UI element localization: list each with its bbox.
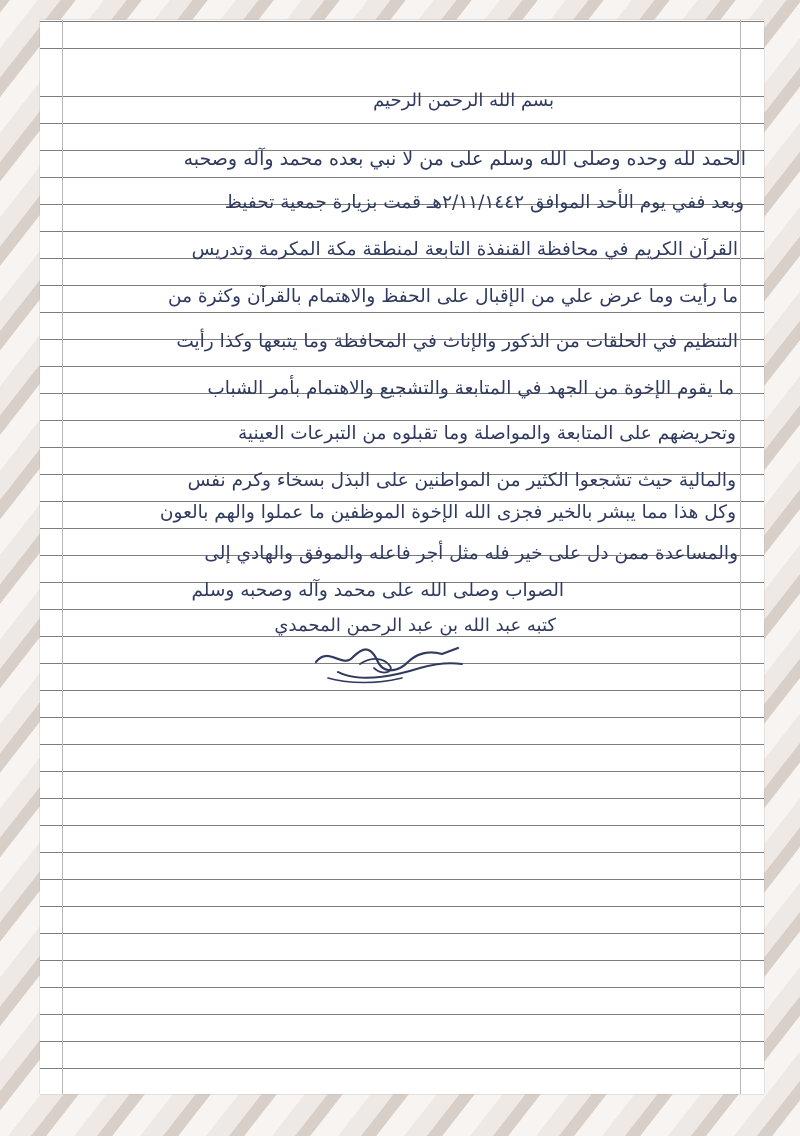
letter-line-8: والمالية حيث تشجعوا الكثير من المواطنين على البذل بسخاء وكرم نفس	[187, 470, 736, 491]
basmala-heading: بسم الله الرحمن الرحيم	[373, 90, 554, 111]
letter-line-5: التنظيم في الحلقات من الذكور والإناث في المحافظة وما يتبعها وكذا رأيت	[176, 331, 738, 352]
letter-line-3: القرآن الكريم في محافظة القنفذة التابعة لمنطقة مكة المكرمة وتدريس	[191, 239, 738, 260]
letter-line-9: وكل هذا مما يبشر بالخير فجزى الله الإخوة الموظفين ما عملوا والهم بالعون	[159, 502, 736, 523]
letter-line-4: ما رأيت وما عرض علي من الإقبال على الحفظ والاهتمام بالقرآن وكثرة من	[168, 286, 738, 307]
handwritten-letter	[40, 20, 764, 1094]
letter-line-2: وبعد ففي يوم الأحد الموافق ٢/١١/١٤٤٢هـ قمت بزيارة جمعية تحفيظ	[224, 192, 744, 213]
letter-line-11: الصواب وصلى الله على محمد وآله وصحبه وسلم	[191, 580, 564, 601]
handwritten-signature	[308, 638, 468, 688]
letter-line-10: والمساعدة ممن دل على خير فله مثل أجر فاعله والموفق والهادي إلى	[204, 543, 738, 564]
notebook-page	[40, 20, 764, 1094]
letter-line-6: ما يقوم الإخوة من الجهد في المتابعة والتشجيع والاهتمام بأمر الشباب	[207, 378, 734, 399]
signature-line: كتبه عبد الله بن عبد الرحمن المحمدي	[274, 615, 556, 636]
letter-line-7: وتحريضهم على المتابعة والمواصلة وما تقبلوه من التبرعات العينية	[238, 423, 736, 444]
letter-line-1: الحمد لله وحده وصلى الله وسلم على من لا نبي بعده محمد وآله وصحبه	[183, 148, 746, 170]
